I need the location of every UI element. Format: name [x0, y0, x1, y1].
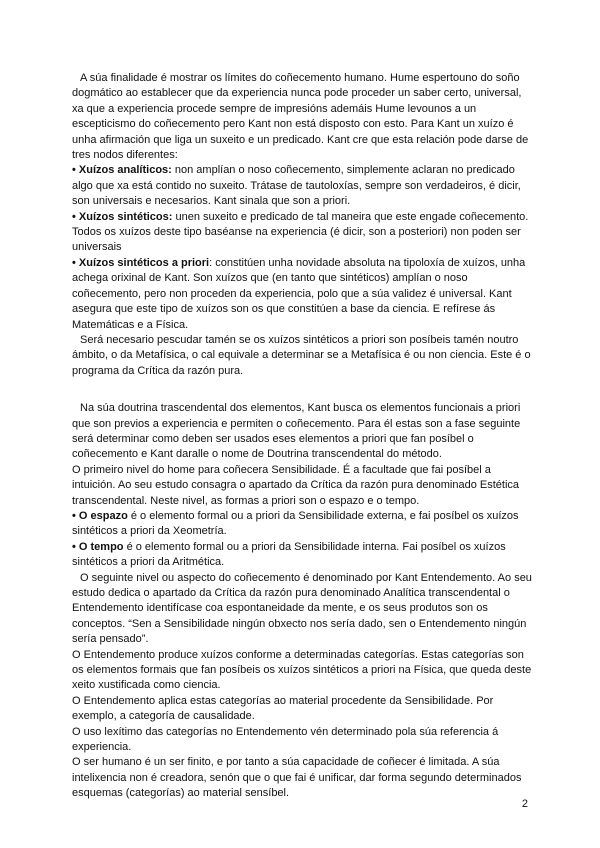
form-text: é o elemento formal ou a priori da Sensibilidade externa, e fai posíbel os xuízos sintéticos a priori da Xeometría.	[72, 509, 519, 538]
judgment-term: • Xuízos analíticos:	[72, 164, 172, 177]
judgment-term: • Xuízos sintéticos:	[72, 210, 173, 223]
paragraph-sensibility: O primeiro nivel do home para coñecera Sensibilidade. É a facultade que fai posíbel a intuición. Ao seu estudo consagra o apartado da Crítica da razón pura denominado Estética transcendental. Neste nivel, as formas a priori son o espazo e o tempo.	[72, 463, 520, 507]
judgment-synthetic-a-priori	[72, 256, 532, 333]
page-number: 2	[521, 798, 528, 810]
form-time	[72, 540, 532, 571]
judgment-synthetic	[72, 210, 532, 256]
paragraph-categories: O Entendemento produce xuízos conforme a determinadas categorías. Estas categorías son os elementos formais que fan posíbeis os xuízos sintéticos a priori na Física, que queda deste xeito xustificada como ciencia.	[72, 648, 532, 692]
form-term: • O espazo	[72, 509, 128, 522]
form-text: é o elemento formal ou a priori da Sensibilidade interna. Fai posíbel os xuízos sintéticos a priori da Aritmética.	[72, 540, 506, 569]
paragraph-doctrine: Na súa doutrina trascendental dos elementos, Kant busca os elementos funcionais a priori que son previos a experiencia e permiten o coñecemento. Para él estas son a fase seguinte será determinar como deben ser usados eses elementos a priori que fan posíbel o coñecemento e Kant daralle o nome de Doutrina transcendental do método.	[72, 402, 521, 461]
paragraph-understanding: O seguinte nivel ou aspecto do coñecemento é denominado por Kant Entendemento. Ao seu estudo dedica o apartado da Crítica da razón pura denominado Analítica transcendental o Entendemento identifícase coa espontaneidade da mente, e os seus produtos son os conceptos. “Sen a Sensibilidade ningún obxecto nos sería dado, sen o Entendemento ningún sería pensado”.	[72, 571, 532, 646]
form-space	[72, 509, 532, 540]
form-term: • O tempo	[72, 540, 124, 553]
judgment-analytic	[72, 163, 532, 209]
paragraph-finite-being: O ser humano é un ser finito, e por tanto a súa capacidade de coñecer é limitada. A súa intelixencia non é creadora, senón que o que fai é unificar, dar forma segundo determinados esquemas (categorías) ao material sensíbel.	[72, 756, 522, 800]
judgment-text: : constitúen unha novidade absoluta na tipoloxía de xuízos, unha achega orixinal de Kant. Son xuízos que (en tanto que sintéticos) amplían o noso coñecemento, pero non proceden da experiencia, polo que a súa validez é universal. Kant asegura que este tipo de xuízos son os que constitúen a base da ciencia. E refírese ás Matemáticas e a Física.	[72, 256, 526, 331]
paragraph-legitimate-use: O uso lexítimo das categorías no Entendemento vén determinado pola súa referencia á experiencia.	[72, 725, 499, 754]
paragraph-intro: A súa finalidade é mostrar os límites do coñecemento humano. Hume espertouno do soño dogmático ao establecer que da experiencia nunca pode proceder un saber certo, universal, xa que a experiencia procede sempre de impresións ademáis Hume levounos a un escepticismo do coñecemento pero Kant non está disposto con esto. Para Kant un xuízo é unha afirmación que liga un suxeito e un predicado. Kant cre que esta relación pode darse de tres nodos diferentes:	[72, 72, 529, 162]
section-gap	[72, 379, 532, 401]
paragraph-causality: O Entendemento aplica estas categorías ao material procedente da Sensibilidade. Por exemplo, a categoría de causalidade.	[72, 694, 494, 723]
document-body	[72, 71, 532, 802]
paragraph-metaphysics: Será necesario pescudar tamén se os xuízos sintéticos a priori son posíbeis tamén noutro ámbito, o da Metafísica, o cal equivale a determinar se a Metafísica é ou non ciencia. Este é o programa da Crítica da razón pura.	[72, 333, 531, 377]
judgment-text: non amplían o noso coñecemento, simplemente aclaran no predicado algo que xa está contido no suxeito. Trátase de tautoloxías, sempre son verdadeiros, é dicir, son universais e necesarios. Kant sinala que son a priori.	[72, 164, 521, 208]
judgment-term: • Xuízos sintéticos a priori	[72, 256, 210, 269]
judgment-text: unen suxeito e predicado de tal maneira que este engade coñecemento. Todos os xuízos deste tipo baséanse na experiencia (é dicir, son a posteriori) non poden ser universais	[72, 210, 529, 254]
